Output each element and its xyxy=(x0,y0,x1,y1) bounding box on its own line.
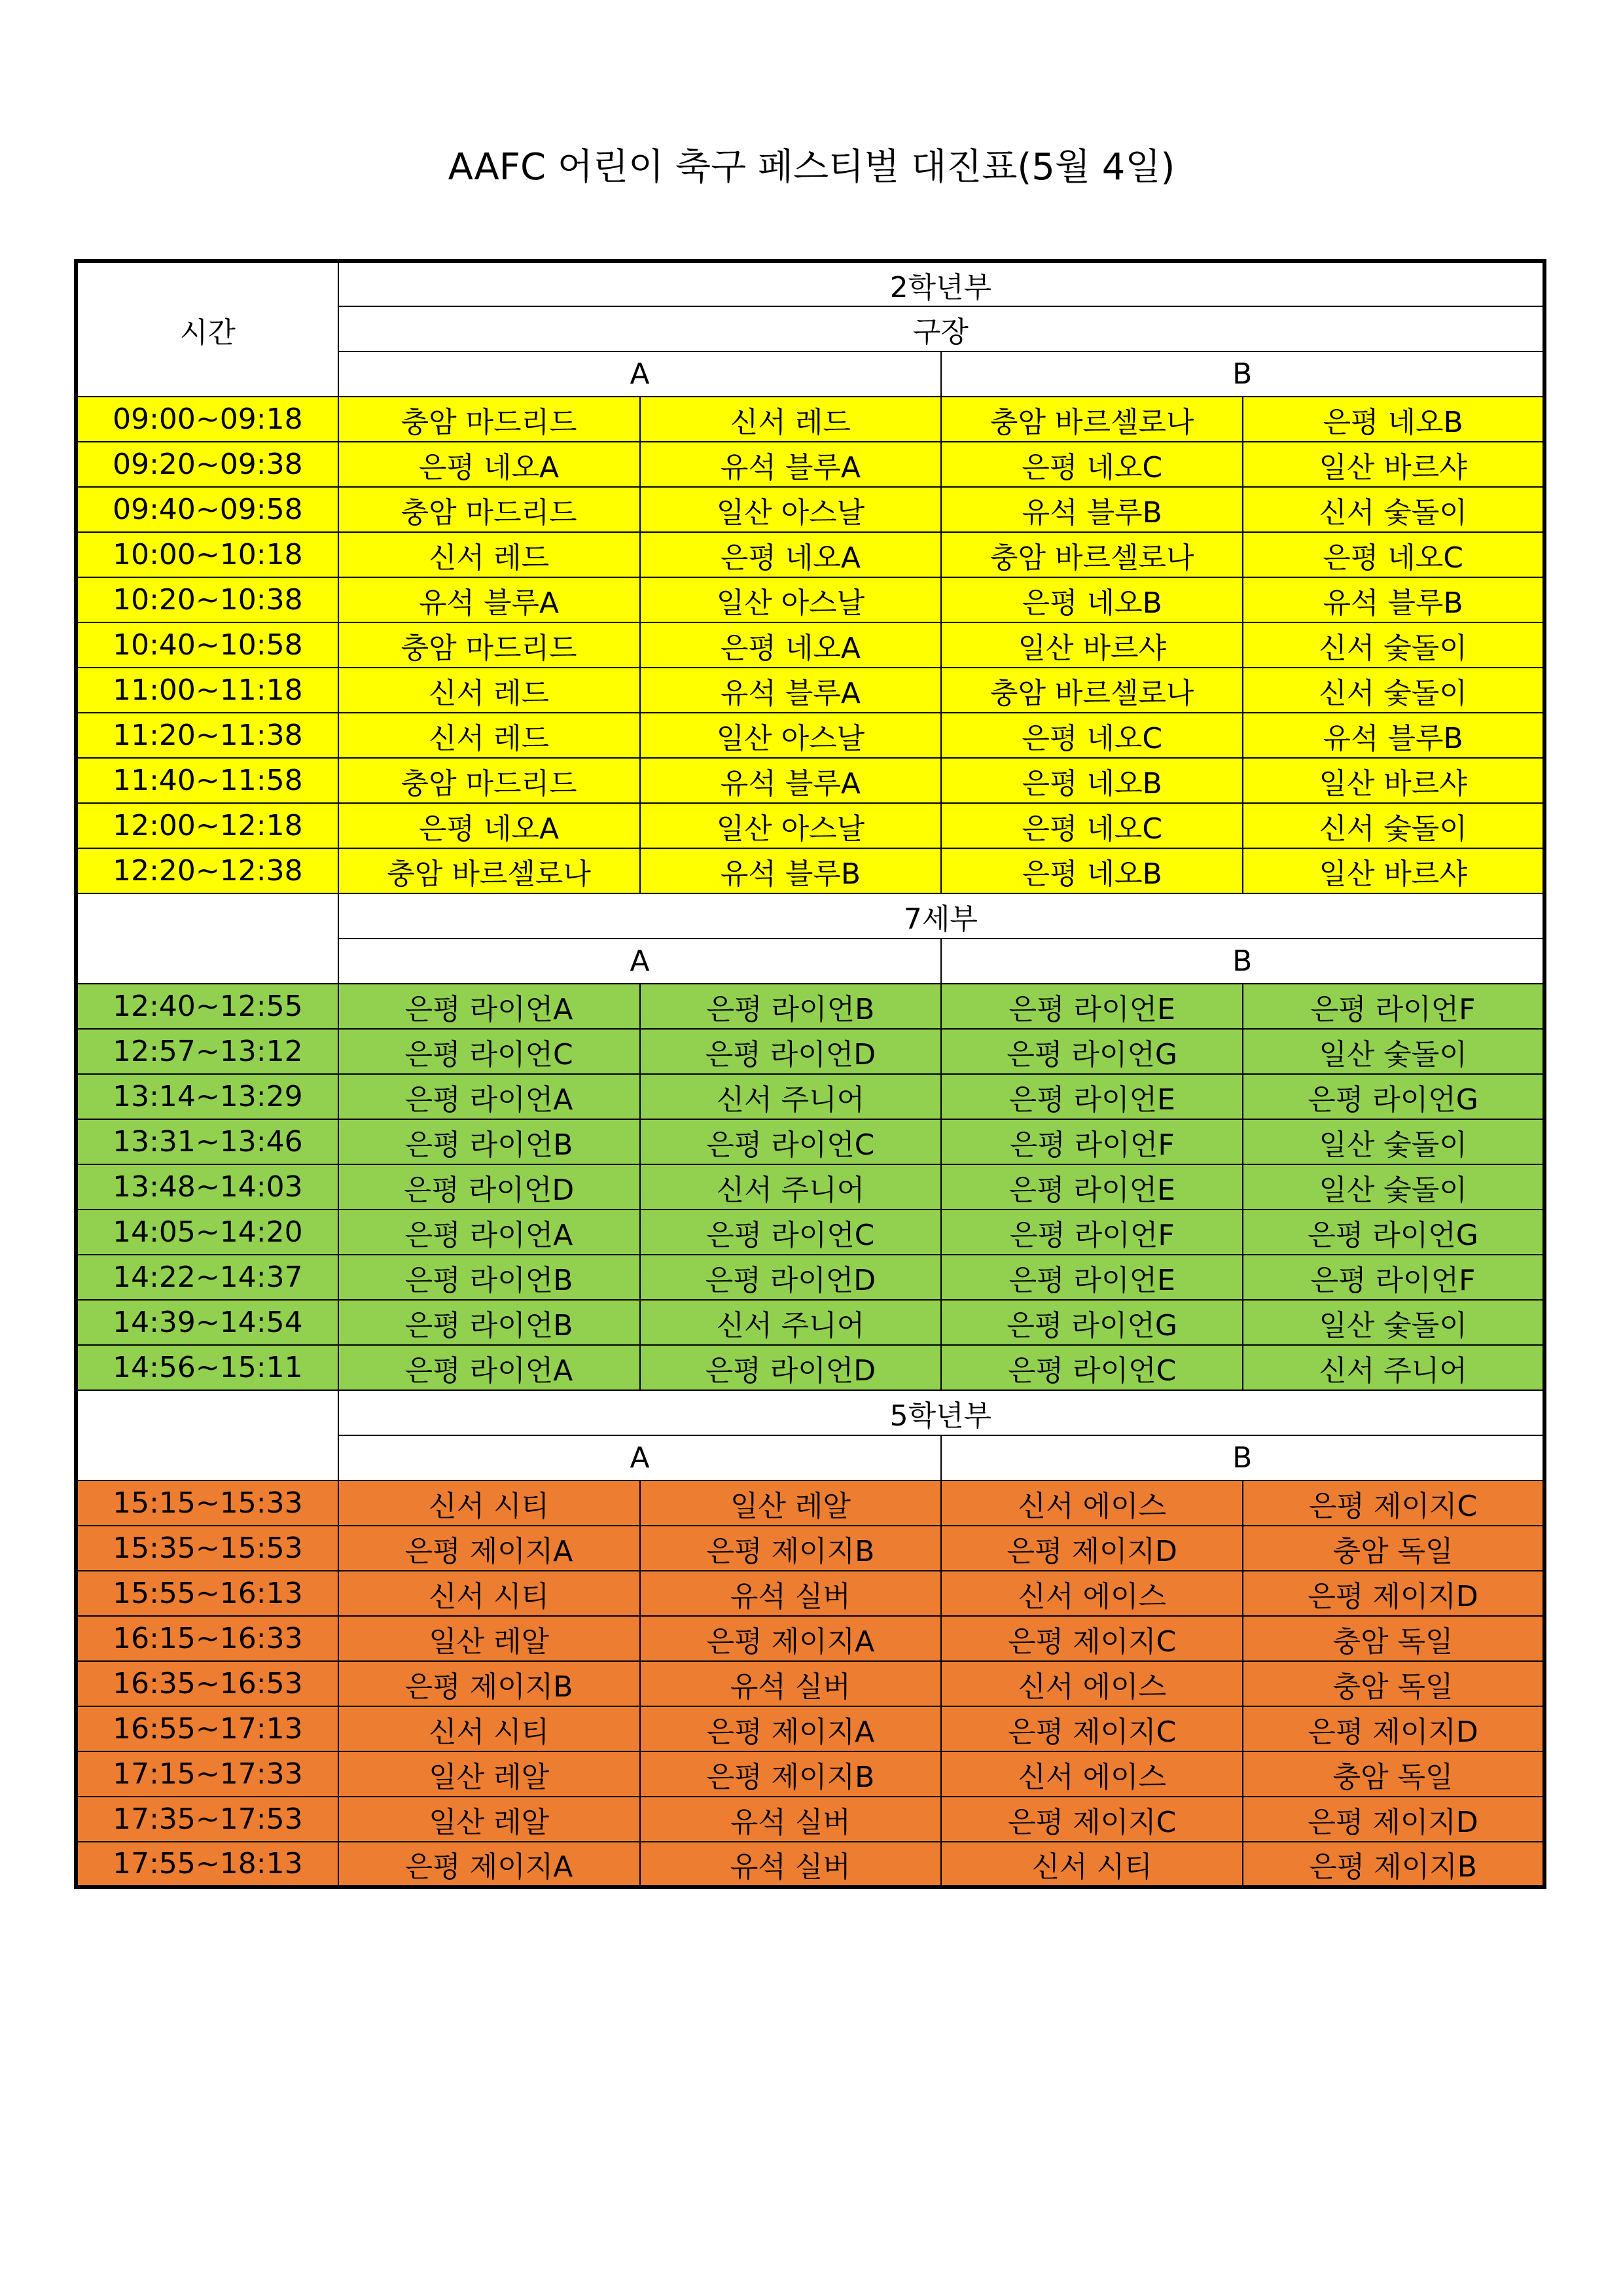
field-a-team-1: 은평 라이언B xyxy=(338,1255,640,1300)
time-header-blank xyxy=(76,1390,338,1480)
field-b-team-2: 은평 제이지B xyxy=(1243,1842,1544,1887)
field-b-team-2: 유석 블루B xyxy=(1243,577,1544,622)
field-b-team-2: 충암 독일 xyxy=(1243,1661,1544,1706)
field-a-team-1: 은평 네오A xyxy=(338,442,640,487)
match-row xyxy=(76,1210,1544,1255)
field-a-team-2: 유석 실버 xyxy=(640,1842,942,1887)
field-a-team-2: 은평 라이언B xyxy=(640,984,942,1029)
field-b-team-2: 유석 블루B xyxy=(1243,713,1544,758)
field-b-team-2: 은평 라이언G xyxy=(1243,1074,1544,1119)
schedule-body xyxy=(76,261,1544,1887)
field-b-team-2: 신서 숯돌이 xyxy=(1243,668,1544,713)
match-time: 13:14~13:29 xyxy=(76,1074,338,1119)
match-row xyxy=(76,668,1544,713)
match-time: 15:35~15:53 xyxy=(76,1526,338,1571)
field-a-team-2: 신서 주니어 xyxy=(640,1300,942,1345)
field-a-team-2: 유석 실버 xyxy=(640,1797,942,1842)
match-time: 17:55~18:13 xyxy=(76,1842,338,1887)
match-row xyxy=(76,1661,1544,1706)
match-time: 14:22~14:37 xyxy=(76,1255,338,1300)
field-b-team-1: 신서 에이스 xyxy=(941,1661,1243,1706)
field-b-team-1: 은평 라이언F xyxy=(941,1210,1243,1255)
field-a-team-1: 신서 시티 xyxy=(338,1706,640,1751)
field-b-team-2: 충암 독일 xyxy=(1243,1751,1544,1797)
field-a-team-1: 은평 라이언B xyxy=(338,1119,640,1164)
field-a-team-2: 유석 실버 xyxy=(640,1571,942,1616)
field-b-team-2: 일산 숯돌이 xyxy=(1243,1164,1544,1210)
match-time: 09:20~09:38 xyxy=(76,442,338,487)
match-time: 14:56~15:11 xyxy=(76,1345,338,1390)
field-b-team-2: 일산 바르샤 xyxy=(1243,442,1544,487)
field-b-team-2: 신서 숯돌이 xyxy=(1243,803,1544,848)
field-b-team-1: 은평 라이언E xyxy=(941,1164,1243,1210)
match-row xyxy=(76,1842,1544,1887)
field-b-team-2: 은평 라이언F xyxy=(1243,984,1544,1029)
match-row xyxy=(76,622,1544,668)
field-b-team-1: 일산 바르샤 xyxy=(941,622,1243,668)
field-a-team-2: 은평 네오A xyxy=(640,622,942,668)
field-a-team-2: 은평 제이지B xyxy=(640,1526,942,1571)
match-row xyxy=(76,1345,1544,1390)
match-time: 10:20~10:38 xyxy=(76,577,338,622)
field-b-team-1: 은평 라이언C xyxy=(941,1345,1243,1390)
match-row xyxy=(76,848,1544,893)
page-title: AAFC 어린이 축구 페스티벌 대진표(5월 4일) xyxy=(448,146,1175,188)
match-time: 10:00~10:18 xyxy=(76,532,338,577)
field-b-team-2: 은평 제이지D xyxy=(1243,1797,1544,1842)
field-a-team-1: 일산 레알 xyxy=(338,1616,640,1661)
field-a-team-1: 충암 마드리드 xyxy=(338,397,640,442)
field-label: 구장 xyxy=(338,306,1544,351)
match-time: 11:40~11:58 xyxy=(76,758,338,803)
field-b-team-2: 일산 바르샤 xyxy=(1243,848,1544,893)
match-row xyxy=(76,1029,1544,1074)
match-row xyxy=(76,1255,1544,1300)
match-time: 12:57~13:12 xyxy=(76,1029,338,1074)
field-b-team-1: 신서 에이스 xyxy=(941,1751,1243,1797)
field-a-team-1: 충암 마드리드 xyxy=(338,487,640,532)
field-a-label: A xyxy=(338,939,942,984)
field-b-team-1: 은평 라이언E xyxy=(941,1255,1243,1300)
section-title: 7세부 xyxy=(338,893,1544,939)
field-b-team-1: 은평 제이지C xyxy=(941,1616,1243,1661)
field-b-team-1: 충암 바르셀로나 xyxy=(941,668,1243,713)
field-a-team-2: 유석 블루A xyxy=(640,442,942,487)
field-a-team-1: 은평 네오A xyxy=(338,803,640,848)
match-time: 11:00~11:18 xyxy=(76,668,338,713)
field-b-team-2: 은평 제이지D xyxy=(1243,1706,1544,1751)
field-a-team-1: 은평 제이지A xyxy=(338,1842,640,1887)
section-header-row xyxy=(76,1390,1544,1435)
match-row xyxy=(76,577,1544,622)
field-a-team-1: 은평 라이언D xyxy=(338,1164,640,1210)
match-time: 10:40~10:58 xyxy=(76,622,338,668)
match-time: 11:20~11:38 xyxy=(76,713,338,758)
match-time: 17:15~17:33 xyxy=(76,1751,338,1797)
field-a-team-1: 은평 제이지B xyxy=(338,1661,640,1706)
field-b-team-1: 은평 네오B xyxy=(941,848,1243,893)
field-a-label: A xyxy=(338,351,942,397)
field-a-team-1: 은평 라이언A xyxy=(338,1345,640,1390)
time-header: 시간 xyxy=(76,261,338,397)
match-row xyxy=(76,532,1544,577)
match-time: 09:40~09:58 xyxy=(76,487,338,532)
field-b-team-2: 충암 독일 xyxy=(1243,1526,1544,1571)
match-row xyxy=(76,1571,1544,1616)
field-b-team-1: 은평 라이언E xyxy=(941,984,1243,1029)
field-a-team-1: 신서 시티 xyxy=(338,1571,640,1616)
field-b-team-1: 은평 라이언E xyxy=(941,1074,1243,1119)
field-b-team-2: 신서 주니어 xyxy=(1243,1345,1544,1390)
field-a-team-2: 유석 블루A xyxy=(640,668,942,713)
match-row xyxy=(76,1164,1544,1210)
section-title: 2학년부 xyxy=(338,261,1544,306)
field-b-team-1: 은평 네오B xyxy=(941,758,1243,803)
match-time: 13:48~14:03 xyxy=(76,1164,338,1210)
match-row xyxy=(76,1526,1544,1571)
match-time: 16:15~16:33 xyxy=(76,1616,338,1661)
match-time: 14:05~14:20 xyxy=(76,1210,338,1255)
field-b-team-2: 충암 독일 xyxy=(1243,1616,1544,1661)
match-time: 12:20~12:38 xyxy=(76,848,338,893)
match-time: 15:55~16:13 xyxy=(76,1571,338,1616)
field-b-team-1: 은평 제이지D xyxy=(941,1526,1243,1571)
field-a-team-2: 유석 블루B xyxy=(640,848,942,893)
field-a-team-1: 유석 블루A xyxy=(338,577,640,622)
field-b-team-2: 신서 숯돌이 xyxy=(1243,487,1544,532)
field-a-team-2: 신서 주니어 xyxy=(640,1074,942,1119)
field-a-team-2: 은평 라이언D xyxy=(640,1029,942,1074)
match-row xyxy=(76,1480,1544,1526)
field-a-team-1: 일산 레알 xyxy=(338,1797,640,1842)
field-a-team-2: 은평 제이지B xyxy=(640,1751,942,1797)
field-b-team-2: 일산 숯돌이 xyxy=(1243,1029,1544,1074)
time-header-blank xyxy=(76,893,338,984)
match-row xyxy=(76,1300,1544,1345)
field-b-team-1: 은평 라이언G xyxy=(941,1029,1243,1074)
field-a-team-1: 은평 제이지A xyxy=(338,1526,640,1571)
field-b-label: B xyxy=(941,351,1544,397)
field-a-team-1: 신서 시티 xyxy=(338,1480,640,1526)
match-row xyxy=(76,1797,1544,1842)
field-b-team-2: 은평 제이지C xyxy=(1243,1480,1544,1526)
field-b-team-1: 충암 바르셀로나 xyxy=(941,532,1243,577)
field-a-team-1: 신서 레드 xyxy=(338,713,640,758)
field-a-team-2: 일산 레알 xyxy=(640,1480,942,1526)
field-a-team-1: 충암 마드리드 xyxy=(338,622,640,668)
match-time: 15:15~15:33 xyxy=(76,1480,338,1526)
field-a-team-2: 일산 아스날 xyxy=(640,577,942,622)
match-time: 12:00~12:18 xyxy=(76,803,338,848)
field-b-team-1: 신서 에이스 xyxy=(941,1571,1243,1616)
field-a-team-2: 유석 블루A xyxy=(640,758,942,803)
match-time: 09:00~09:18 xyxy=(76,397,338,442)
match-time: 16:55~17:13 xyxy=(76,1706,338,1751)
field-b-team-2: 은평 라이언G xyxy=(1243,1210,1544,1255)
field-a-team-2: 은평 라이언D xyxy=(640,1345,942,1390)
field-b-label: B xyxy=(941,939,1544,984)
field-a-team-2: 은평 제이지A xyxy=(640,1616,942,1661)
field-a-team-2: 신서 레드 xyxy=(640,397,942,442)
field-a-team-2: 은평 라이언D xyxy=(640,1255,942,1300)
field-a-team-2: 은평 제이지A xyxy=(640,1706,942,1751)
match-time: 17:35~17:53 xyxy=(76,1797,338,1842)
field-b-team-2: 은평 제이지D xyxy=(1243,1571,1544,1616)
match-time: 14:39~14:54 xyxy=(76,1300,338,1345)
match-row xyxy=(76,1074,1544,1119)
field-b-label: B xyxy=(941,1435,1544,1480)
field-b-team-2: 은평 네오C xyxy=(1243,532,1544,577)
field-a-team-1: 충암 마드리드 xyxy=(338,758,640,803)
field-a-team-2: 은평 라이언C xyxy=(640,1210,942,1255)
field-a-team-1: 충암 바르셀로나 xyxy=(338,848,640,893)
field-a-team-1: 은평 라이언A xyxy=(338,1210,640,1255)
match-time: 12:40~12:55 xyxy=(76,984,338,1029)
match-row xyxy=(76,1119,1544,1164)
field-a-team-2: 은평 네오A xyxy=(640,532,942,577)
field-a-team-2: 은평 라이언C xyxy=(640,1119,942,1164)
field-a-team-2: 신서 주니어 xyxy=(640,1164,942,1210)
field-b-team-1: 신서 시티 xyxy=(941,1842,1243,1887)
field-a-team-1: 은평 라이언A xyxy=(338,984,640,1029)
section-title: 5학년부 xyxy=(338,1390,1544,1435)
field-b-team-2: 신서 숯돌이 xyxy=(1243,622,1544,668)
match-row xyxy=(76,487,1544,532)
field-a-team-2: 유석 실버 xyxy=(640,1661,942,1706)
match-row xyxy=(76,758,1544,803)
match-row xyxy=(76,713,1544,758)
match-row xyxy=(76,1616,1544,1661)
match-row xyxy=(76,1706,1544,1751)
field-b-team-1: 은평 제이지C xyxy=(941,1706,1243,1751)
field-a-team-1: 은평 라이언C xyxy=(338,1029,640,1074)
field-b-team-2: 은평 라이언F xyxy=(1243,1255,1544,1300)
field-a-team-2: 일산 아스날 xyxy=(640,487,942,532)
field-b-team-2: 일산 숯돌이 xyxy=(1243,1300,1544,1345)
field-b-team-1: 은평 라이언G xyxy=(941,1300,1243,1345)
section-header-row xyxy=(76,261,1544,306)
field-b-team-1: 은평 라이언F xyxy=(941,1119,1243,1164)
match-row xyxy=(76,803,1544,848)
field-a-team-2: 일산 아스날 xyxy=(640,803,942,848)
field-b-team-1: 은평 네오B xyxy=(941,577,1243,622)
field-b-team-2: 은평 네오B xyxy=(1243,397,1544,442)
field-a-team-1: 신서 레드 xyxy=(338,668,640,713)
match-row xyxy=(76,984,1544,1029)
field-a-team-2: 일산 아스날 xyxy=(640,713,942,758)
match-row xyxy=(76,1751,1544,1797)
schedule-table xyxy=(74,259,1546,1889)
field-a-label: A xyxy=(338,1435,942,1480)
field-b-team-1: 충암 바르셀로나 xyxy=(941,397,1243,442)
field-b-team-2: 일산 바르샤 xyxy=(1243,758,1544,803)
field-a-team-1: 일산 레알 xyxy=(338,1751,640,1797)
field-a-team-1: 신서 레드 xyxy=(338,532,640,577)
field-b-team-1: 은평 네오C xyxy=(941,803,1243,848)
field-b-team-1: 은평 네오C xyxy=(941,713,1243,758)
field-b-team-1: 은평 제이지C xyxy=(941,1797,1243,1842)
match-row xyxy=(76,442,1544,487)
match-time: 13:31~13:46 xyxy=(76,1119,338,1164)
section-header-row xyxy=(76,893,1544,939)
field-a-team-1: 은평 라이언A xyxy=(338,1074,640,1119)
field-b-team-2: 일산 숯돌이 xyxy=(1243,1119,1544,1164)
match-row xyxy=(76,397,1544,442)
field-b-team-1: 유석 블루B xyxy=(941,487,1243,532)
match-time: 16:35~16:53 xyxy=(76,1661,338,1706)
field-b-team-1: 은평 네오C xyxy=(941,442,1243,487)
field-a-team-1: 은평 라이언B xyxy=(338,1300,640,1345)
field-b-team-1: 신서 에이스 xyxy=(941,1480,1243,1526)
